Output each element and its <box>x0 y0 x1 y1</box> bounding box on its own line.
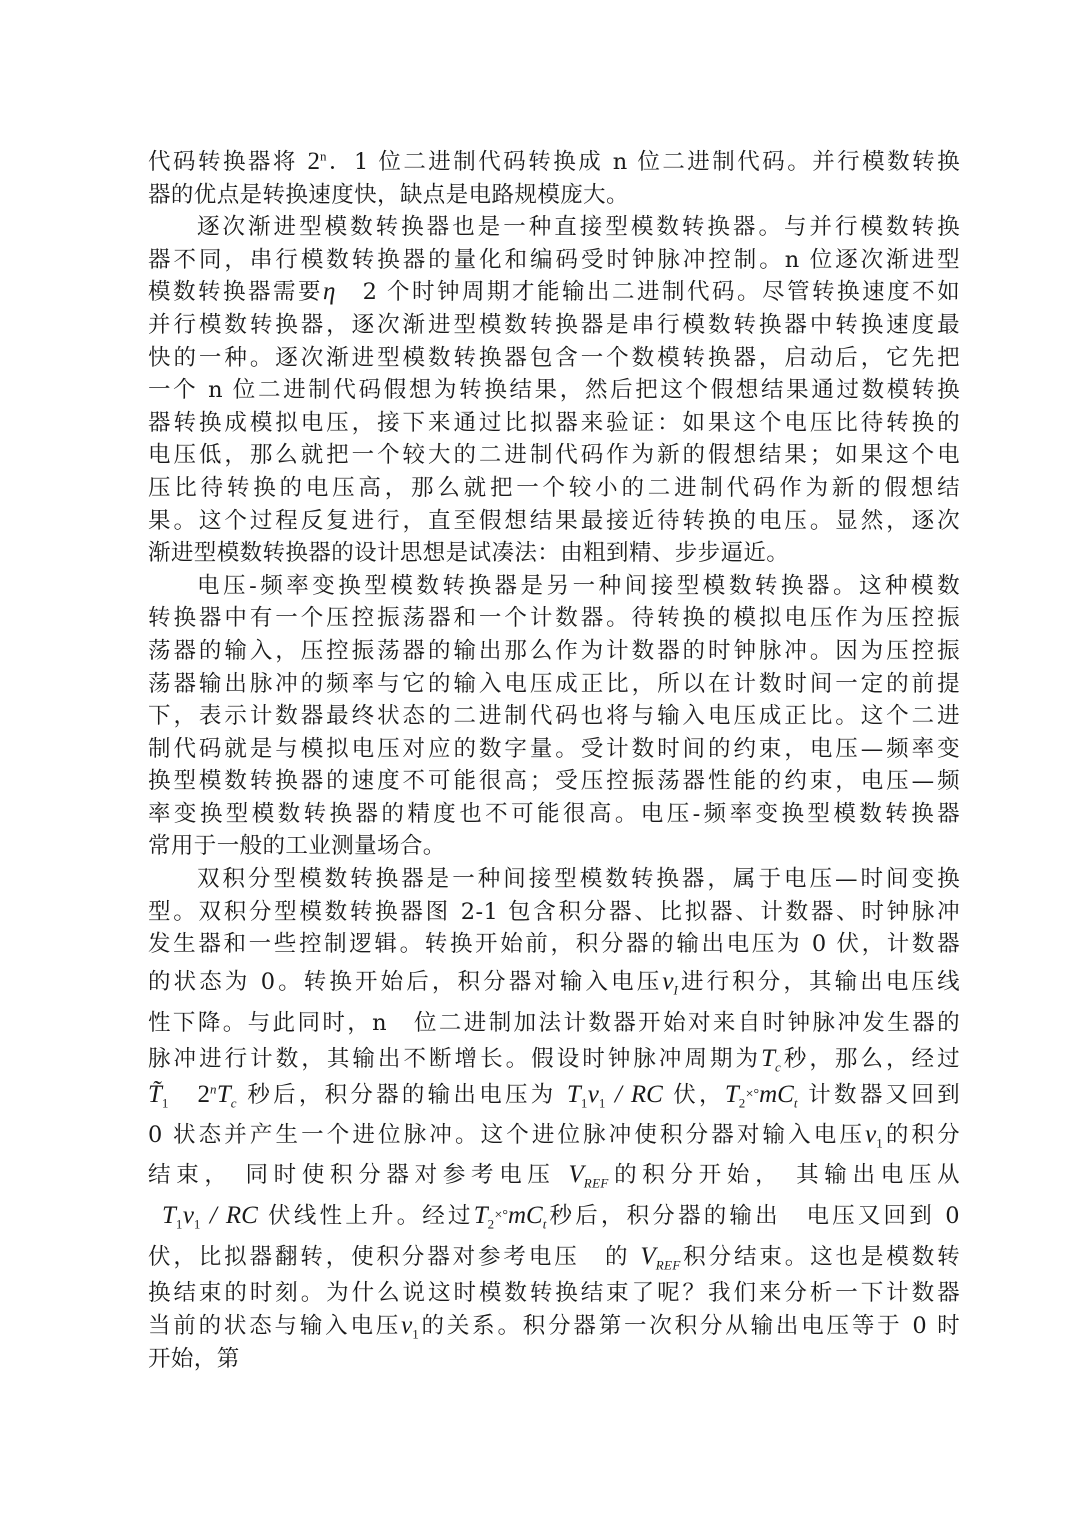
text-line: 制代码就是与模拟电压对应的数字量。受计数时间的约束，电压—频率变 <box>148 735 960 762</box>
text-line: 转换器中有一个压控振荡器和一个计数器。待转换的模拟电压作为压控振 <box>148 605 960 632</box>
formula-line: $T_1v_1$ / RC 伏线性上升。经过$T_2^{\times^\circ}mC_t$秒后，积分器的输出 电压又回到 0 <box>162 1202 960 1232</box>
text-line: 压比待转换的电压高，那么就把一个较小的二进制代码作为新的假想结 <box>148 474 960 501</box>
text-line: 器转换成模拟电压，接下来通过比拟器来验证：如果这个电压比待转换的 <box>148 409 960 436</box>
text-line: 开始，第 <box>148 1345 240 1372</box>
text-line: 模数转换器需要η 2 个时钟周期才能输出二进制代码。尽管转换速度不如 <box>148 278 960 306</box>
paragraph-start-line: 逐次渐进型模数转换器也是一种直接型模数转换器。与并行模数转换 <box>197 214 960 241</box>
text-line: 换结束的时刻。为什么说这时模数转换结束了呢？我们来分析一下计数器 <box>148 1280 960 1307</box>
text-line: 荡器输出脉冲的频率与它的输入电压成正比，所以在计数时间一定的前提 <box>148 670 960 697</box>
text-line: 荡器的输入，压控振荡器的输出那么作为计数器的时钟脉冲。因为压控振 <box>148 637 960 664</box>
text-line: 率变换型模数转换器的精度也不可能很高。电压-频率变换型模数转换器 <box>148 800 960 827</box>
text-line: 器的优点是转换速度快，缺点是电路规模庞大。 <box>148 181 629 208</box>
text-line: 换型模数转换器的速度不可能很高；受压控振荡器性能的约束，电压—频 <box>148 768 960 795</box>
text-line: 0 状态并产生一个进位脉冲。这个进位脉冲使积分器对输入电压$v_1$的积分 <box>148 1121 960 1151</box>
text-line: 伏，比拟器翻转，使积分器对参考电压 的 $V_{REF}$积分结束。这也是模数转 <box>148 1243 960 1273</box>
text-line: 的状态为 0。转换开始后，积分器对输入电压$v_I$进行积分，其输出电压线 <box>148 967 960 998</box>
text-line: 型。双积分型模数转换器图 2-1 包含积分器、比拟器、计数器、时钟脉冲 <box>148 898 960 925</box>
text-line: 当前的状态与输入电压$v_1$的关系。积分器第一次积分从输出电压等于 0 时 <box>148 1312 960 1342</box>
text-line: 发生器和一些控制逻辑。转换开始前，积分器的输出电压为 0 伏，计数器 <box>148 931 960 958</box>
text-line: 并行模数转换器，逐次渐进型模数转换器是串行模数转换器中转换速度最 <box>148 311 960 338</box>
paragraph-start-line: 双积分型模数转换器是一种间接型模数转换器，属于电压—时间变换 <box>197 866 960 893</box>
text-line: 一个 n 位二进制代码假想为转换结果，然后把这个假想结果通过数模转换 <box>148 377 960 404</box>
text-line: 常用于一般的工业测量场合。 <box>148 833 446 860</box>
formula-line: $T̃_1$ $2^nT_c$ 秒后，积分器的输出电压为 $T_1v_1$ / RC 伏，$T_2^{\times^\circ}mC_t$ 计数器又回到 <box>148 1081 960 1111</box>
text-line: 脉冲进行计数，其输出不断增长。假设时钟脉冲周期为$T_c$秒，那么，经过 <box>148 1044 960 1075</box>
text-line: 结束， 同时使积分器对参考电压 $V_{REF}$的积分开始， 其输出电压从 <box>148 1161 960 1191</box>
text-line: 果。这个过程反复进行，直至假想结果最接近待转换的电压。显然，逐次 <box>148 507 960 534</box>
text-line: 快的一种。逐次渐进型模数转换器包含一个数模转换器，启动后，它先把 <box>148 344 960 371</box>
text-line: 渐进型模数转换器的设计思想是试凑法：由粗到精、步步逼近。 <box>148 540 790 567</box>
text-line: 下，表示计数器最终状态的二进制代码也将与输入电压成正比。这个二进 <box>148 703 960 730</box>
text-line: 电压低，那么就把一个较大的二进制代码作为新的假想结果；如果这个电 <box>148 442 960 469</box>
text-line: 器不同，串行模数转换器的量化和编码受时钟脉冲控制。n 位逐次渐进型 <box>148 246 960 273</box>
paragraph-start-line: 电压-频率变换型模数转换器是另一种间接型模数转换器。这种模数 <box>197 572 960 599</box>
text-line: 代码转换器将 2$^n$．1 位二进制代码转换成 n 位二进制代码。并行模数转换 <box>148 148 960 175</box>
document-body <box>148 146 960 1375</box>
text-line: 性下降。与此同时，n 位二进制加法计数器开始对来自时钟脉冲发生器的 <box>148 1009 960 1036</box>
